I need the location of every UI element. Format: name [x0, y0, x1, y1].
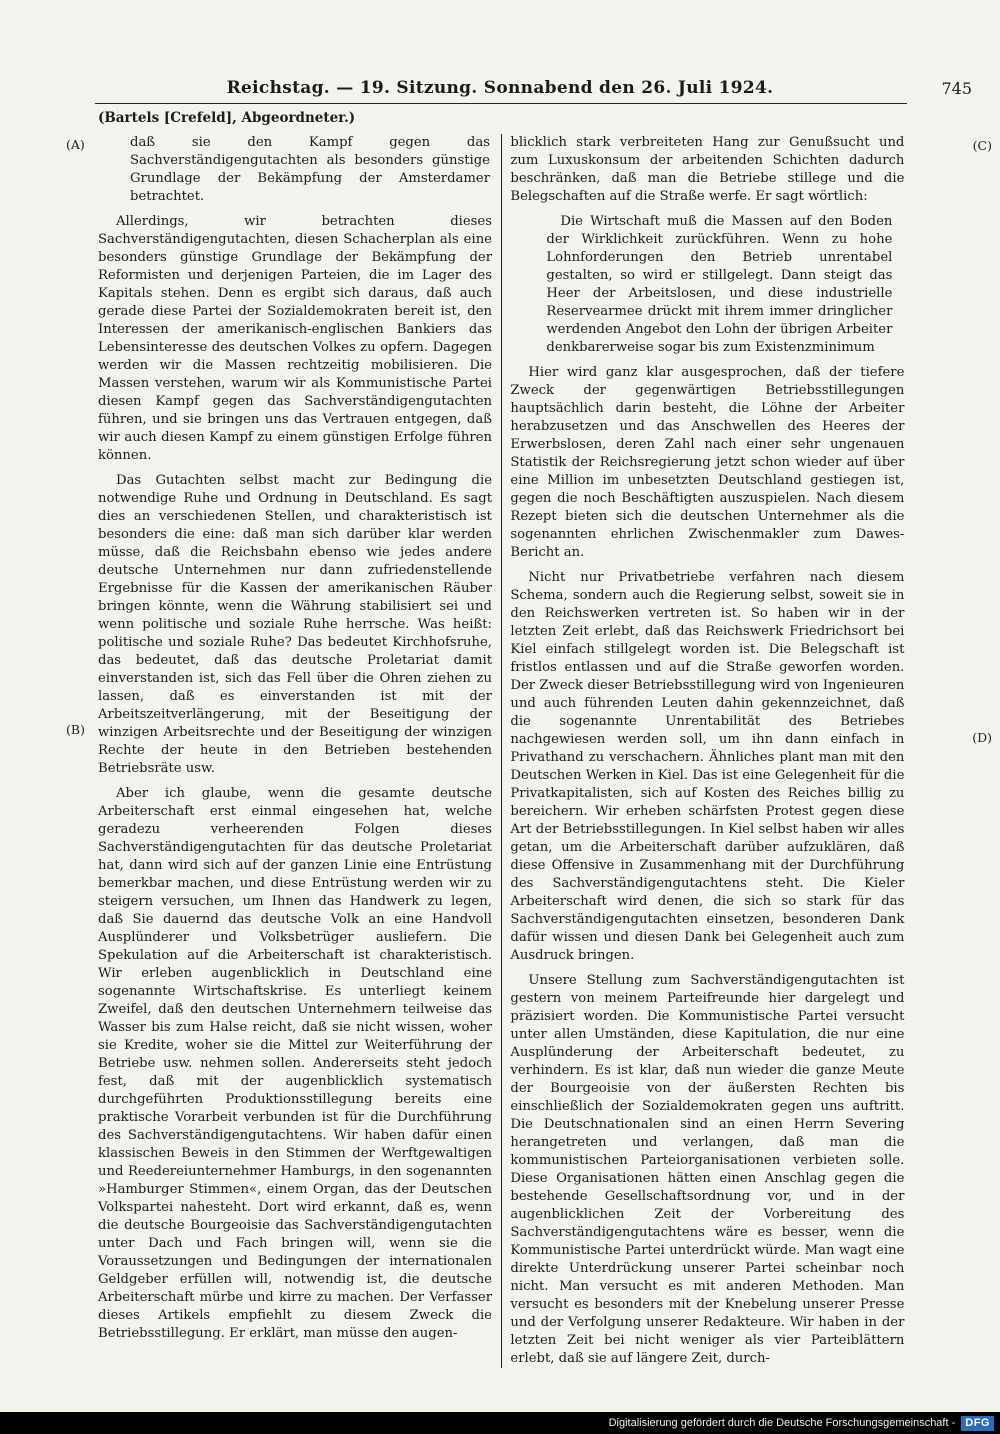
column-divider-rule — [501, 134, 502, 1368]
paragraph: blicklich stark verbreiteten Hang zur Genußsucht und zum Luxuskonsum der arbeitenden Schichten dadurch beschränken, daß man die Betriebe stillege und die Belegschaften auf die Straße werfe. Er sagt wörtlich: — [510, 135, 905, 204]
paragraph: Hier wird ganz klar ausgesprochen, daß der tiefere Zweck der gegenwärtigen Betriebsstillegungen hauptsächlich darin besteht, die Löhne der Arbeiter herabzusetzen und das Anschwellen des Heeres der Erwerbslosen, deren Zahl nach einer sehr ungenauen Statistik der Reichsregierung jetzt schon wieder auf über eine Million im unbesetzten Deutschland gestiegen ist, gegen die noch Beschäftigten auszuspielen. Nach diesem Rezept bieten sich die deutschen Unternehmer als die sogenannten ehrlichen Zwischenmakler zum Dawes-Bericht an. — [510, 365, 905, 560]
header-rule — [95, 103, 907, 104]
block-quote: Die Wirtschaft muß die Massen auf den Boden der Wirklichkeit zurückführen. Wenn zu hohe Lohnforderungen den Betrieb unrentabel gestalten, so wird er stillgelegt. Dann steigt das Heer der Arbeitslosen, und diese industrielle Reservearmee drückt mit ihrem immer dringlicher werdenden Angebot den Lohn der übrigen Arbeiter denkbarerweise sogar bis zum Existenzminimum — [546, 214, 893, 355]
paragraph: Unsere Stellung zum Sachverständigengutachten ist gestern von meinem Parteifreunde hier dargelegt und präzisiert worden. Die Kommunistische Partei versucht unter allen Umständen, diese Kapitulation, die nur eine Ausplünderung der Arbeiterschaft bedeutet, zu verhindern. Es ist klar, daß nun wieder die ganze Meute der Bourgeoisie von der äußersten Rechten bis einschließlich der Sozialdemokraten gegen uns auftritt. Die Deutschnationalen sind an einen Herrn Severing herangetreten und verlangen, daß man die kommunistischen Parteiorganisationen verbieten solle. Diese Organisationen hätten einen Anschlag gegen die bestehende Gesellschaftsordnung vor, und in der augenblicklichen Zeit der Vorbereitung des Sachverständigengutachtens wäre es besser, wenn die Kommunistische Partei unterdrückt würde. Man wagt eine direkte Unterdrückung unserer Partei scheinbar noch nicht. Man versucht es mit anderen Methoden. Man versucht es besonders mit der Knebelung unserer Presse und der Verfolgung unserer Redakteure. Wir haben in der letzten Zeit bei nicht weniger als vier Parteiblättern erlebt, daß sie auf längere Zeit, durch- — [510, 973, 905, 1366]
margin-mark-d: (D) — [972, 730, 992, 745]
page-number: 745 — [941, 79, 972, 98]
paragraph: Allerdings, wir betrachten dieses Sachverständigengutachten, diesen Schacherplan als eine besonders günstige Grundlage der Bekämpfung der Reformisten und derjenigen Parteien, die im Lager des Kapitals stehen. Denn es ergibt sich daraus, daß auch gerade diese Partei der Sozialdemokraten bereit ist, den Interessen der amerikanisch-englischen Bankiers das Lebensinteresse des deutschen Volkes zu opfern. Dagegen werden wir die Massen rechtzeitig mobilisieren. Die Massen verstehen, warum wir als Kommunistische Partei diesen Kampf gegen das Sachverständigengutachten führen, und sie bringen uns das Vertrauen entgegen, daß wir auch diesen Kampf zu einem günstigen Erfolge führen können. — [98, 214, 492, 463]
margin-mark-b: (B) — [66, 722, 85, 737]
margin-mark-c: (C) — [972, 138, 992, 153]
paragraph: Nicht nur Privatbetriebe verfahren nach diesem Schema, sondern auch die Regierung selbst, soweit sie in den Reichswerken vertreten ist. So haben wir in der letzten Zeit erlebt, daß das Reichswerk Friedrichsort bei Kiel einfach stillgelegt worden ist. Die Belegschaft ist fristlos entlassen und auf die Straße geworfen worden. Der Zweck dieser Betriebsstillegung wird von Ingenieuren und auch führenden Leuten dahin gekennzeichnet, daß die sogenannte Unrentabilität des Betriebes nachgewiesen werden soll, um ihn dann einfach in Privathand zu verschachern. Ähnliches plant man mit den Deutschen Werken in Kiel. Das ist eine Gelegenheit für die Privatkapitalisten, sich auf Kosten des Reiches billig zu bereichern. Wir erheben schärfsten Protest gegen diese Art der Betriebsstillegungen. In Kiel selbst haben wir alles getan, um die Arbeiterschaft darüber aufzuklären, daß diese Offensive in Zusammenhang mit der Durchführung des Sachverständigengutachtens steht. Die Kieler Arbeiterschaft wird denen, die sich so stark für das Sachverständigengutachten einsetzen, besonderen Dank dafür wissen und diesen Dank bei Gelegenheit auch zum Ausdruck bringen. — [510, 570, 905, 963]
dfg-logo: DFG — [961, 1416, 994, 1431]
digitisation-footer-bar — [0, 1412, 1000, 1434]
paragraph: Das Gutachten selbst macht zur Bedingung die notwendige Ruhe und Ordnung in Deutschland. Es sagt dies an verschiedenen Stellen, und charakteristisch ist besonders die eine: daß man sich darüber klar werden müsse, daß die Reichsbahn ebenso wie jedes andere deutsche Unternehmen nur dann zufriedenstellende Ergebnisse für die Kassen der amerikanischen Räuber bringen könnte, wenn die Währung stabilisiert sei und wenn politische und soziale Ruhe herrsche. Was heißt: politische und soziale Ruhe? Das bedeutet Kirchhofsruhe, das bedeutet, daß das deutsche Proletariat damit einverstanden ist, sich das Fell über die Ohren ziehen zu lassen, daß es einverstanden ist mit der Arbeitszeitverlängerung, mit der Beseitigung der winzigen Arbeitsrechte und der Beseitigung der winzigen Rechte der heute in den Betrieben bestehenden Betriebsräte usw. — [98, 473, 492, 776]
digitisation-credit-text: Digitalisierung gefördert durch die Deutsche Forschungsgemeinschaft - — [608, 1417, 956, 1429]
margin-mark-a: (A) — [66, 137, 85, 152]
right-column — [510, 134, 904, 1368]
text-columns — [98, 134, 912, 1368]
page-header-title: Reichstag. — 19. Sitzung. Sonnabend den 26. Juli 1924. — [226, 78, 774, 98]
paragraph: daß sie den Kampf gegen das Sachverständigengutachten als besonders günstige Grundlage der Bekämpfung der Amsterdamer betrachtet. — [130, 135, 490, 204]
paragraph: Aber ich glaube, wenn die gesamte deutsche Arbeiterschaft erst einmal eingesehen hat, welche geradezu verheerenden Folgen dieses Sachverständigengutachten für das deutsche Proletariat hat, dann wird sich auf der ganzen Linie eine Entrüstung bemerkbar machen, und diese Entrüstung werden wir zu steigern versuchen, um Ihnen das Handwerk zu legen, daß Sie dauernd das deutsche Volk an eine Handvoll Ausplünderer und Volksbetrüger ausliefern. Die Spekulation auf die Arbeiterschaft ist charakteristisch. Wir erleben augenblicklich in Deutschland eine sogenannte Wirtschaftskrise. Es unterliegt keinem Zweifel, daß den deutschen Unternehmern teilweise das Wasser bis zum Halse reicht, daß sie nicht wissen, woher sie Kredite, woher sie die Mittel zur Weiterführung der Betriebe usw. nehmen sollen. Andererseits steht jedoch fest, daß mit der augenblicklich systematisch durchgeführten Produktionsstillegung bereits eine praktische Vorarbeit verbunden ist für die Durchführung des Sachverständigengutachtens. Wir haben dafür einen klassischen Beweis in den Stimmen der Werftgewaltigen und Reedereiunternehmer Hamburgs, in den sogenannten »Hamburger Stimmen«, einem Organ, das der Deutschen Volkspartei nahesteht. Dort wird erkannt, daß es, wenn die deutsche Bourgeoisie das Sachverständigengutachten unter Dach und Fach bringen will, wenn sie die Voraussetzungen und Bedingungen der internationalen Geldgeber erfüllen will, notwendig ist, die deutsche Arbeiterschaft mürbe und kirre zu machen. Der Verfasser dieses Artikels empfiehlt zu diesem Zweck die Betriebsstillegung. Er erklärt, man müsse den augen- — [98, 786, 492, 1341]
left-column — [98, 134, 492, 1368]
speaker-note: (Bartels [Crefeld], Abgeordneter.) — [98, 110, 356, 126]
